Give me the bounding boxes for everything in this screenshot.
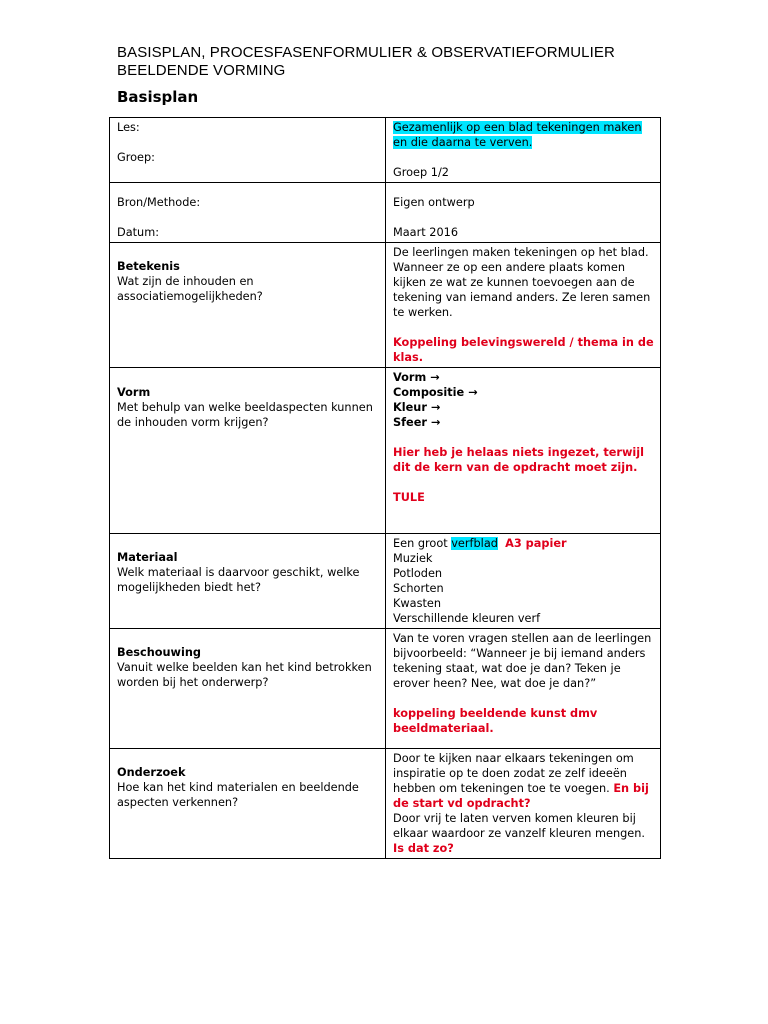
aspect-compositie: Compositie → (393, 386, 478, 399)
onderzoek-question: Hoe kan het kind materialen en beeldende aspecten verkennen? (117, 781, 359, 809)
onderzoek-text2: Door vrij te laten verven komen kleuren bij elkaar waardoor ze vanzelf kleuren mengen. Is dat zo? (393, 812, 645, 855)
betekenis-text: De leerlingen maken tekeningen op het blad. Wanneer ze op een andere plaats komen kijken ze wat ze kunnen toevoegen aan de tekening van iemand anders. Ze leren samen te werken. (393, 246, 651, 319)
betekenis-heading: Betekenis (117, 260, 180, 273)
bron-label: Bron/Methode: (117, 196, 201, 209)
vorm-value-cell (386, 368, 661, 534)
table-row-beschouwing (110, 629, 661, 749)
materiaal-label-cell (110, 534, 386, 629)
aspect-vorm: Vorm → (393, 371, 440, 384)
les-value-cell (386, 118, 661, 183)
section-heading: Basisplan (117, 88, 199, 106)
vorm-label-cell (110, 368, 386, 534)
materiaal-value-cell (386, 534, 661, 629)
betekenis-question: Wat zijn de inhouden en associatiemogelijkheden? (117, 275, 263, 303)
datum-label: Datum: (117, 226, 160, 239)
table-row-betekenis (110, 243, 661, 368)
beschouwing-value-cell (386, 629, 661, 749)
les-value: Gezamenlijk op een blad tekeningen maken en die daarna te verven. (393, 121, 642, 149)
bron-value: Eigen ontwerp (393, 196, 475, 209)
list-item: Verschillende kleuren verf (393, 612, 541, 625)
beschouwing-heading: Beschouwing (117, 646, 201, 659)
onderzoek-feedback2: Is dat zo? (393, 842, 454, 855)
arrow-right-icon: → (430, 416, 441, 429)
arrow-right-icon: → (468, 386, 478, 399)
beschouwing-feedback: koppeling beeldende kunst dmv beeldmateriaal. (393, 707, 598, 735)
list-item: Kwasten (393, 597, 441, 610)
list-item: Potloden (393, 567, 443, 580)
onderzoek-label-cell (110, 749, 386, 859)
vorm-heading: Vorm (117, 386, 151, 399)
vorm-feedback-tule: TULE (393, 491, 425, 504)
table-row-vorm (110, 368, 661, 534)
onderzoek-heading: Onderzoek (117, 766, 186, 779)
beschouwing-question: Vanuit welke beelden kan het kind betrokken worden bij het onderwerp? (117, 661, 372, 689)
betekenis-feedback: Koppeling belevingswereld / thema in de klas. (393, 336, 654, 364)
bron-label-cell (110, 183, 386, 243)
table-row-bron (110, 183, 661, 243)
onderzoek-value-cell (386, 749, 661, 859)
document-title-line2: BEELDENDE VORMING (117, 62, 286, 79)
vorm-feedback: Hier heb je helaas niets ingezet, terwijl dit de kern van de opdracht moet zijn. (393, 446, 645, 474)
aspect-kleur: Kleur → (393, 401, 441, 414)
table-row-les (110, 118, 661, 183)
groep-label: Groep: (117, 151, 155, 164)
vorm-question: Met behulp van welke beeldaspecten kunnen de inhouden vorm krijgen? (117, 401, 373, 429)
table-row-materiaal (110, 534, 661, 629)
les-label-cell (110, 118, 386, 183)
basisplan-table (109, 117, 661, 859)
datum-value: Maart 2016 (393, 226, 459, 239)
aspect-sfeer: Sfeer → (393, 416, 441, 429)
materiaal-feedback: A3 papier (505, 537, 567, 550)
bron-value-cell (386, 183, 661, 243)
list-item: Muziek (393, 552, 433, 565)
materiaal-heading: Materiaal (117, 551, 178, 564)
beschouwing-text: Van te voren vragen stellen aan de leerlingen bijvoorbeeld: “Wanneer je bij iemand anders tekening staat, wat doe je dan? Teken je erover heen? Nee, wat doe je dan?” (393, 632, 652, 690)
arrow-right-icon: → (430, 401, 441, 414)
list-item: Schorten (393, 582, 444, 595)
betekenis-label-cell (110, 243, 386, 368)
beschouwing-label-cell (110, 629, 386, 749)
arrow-right-icon: → (430, 371, 440, 384)
betekenis-value-cell (386, 243, 661, 368)
les-label: Les: (117, 121, 140, 134)
groep-value: Groep 1/2 (393, 166, 449, 179)
document-title-line1: BASISPLAN, PROCESFASENFORMULIER & OBSERVATIEFORMULIER (117, 44, 615, 61)
materiaal-item-papier: Een groot verfblad A3 papier (393, 537, 567, 550)
table-row-onderzoek (110, 749, 661, 859)
verfblad-highlight: verfblad (451, 537, 498, 550)
onderzoek-feedback1: En bij de start vd opdracht? (393, 782, 649, 810)
document-title (117, 44, 717, 80)
materiaal-question: Welk materiaal is daarvoor geschikt, welke mogelijkheden biedt het? (117, 566, 360, 594)
onderzoek-text1: Door te kijken naar elkaars tekeningen om inspiratie op te doen zodat ze zelf ideeën hebben om tekeningen toe te voegen. En bij de start vd opdracht? (393, 752, 649, 810)
